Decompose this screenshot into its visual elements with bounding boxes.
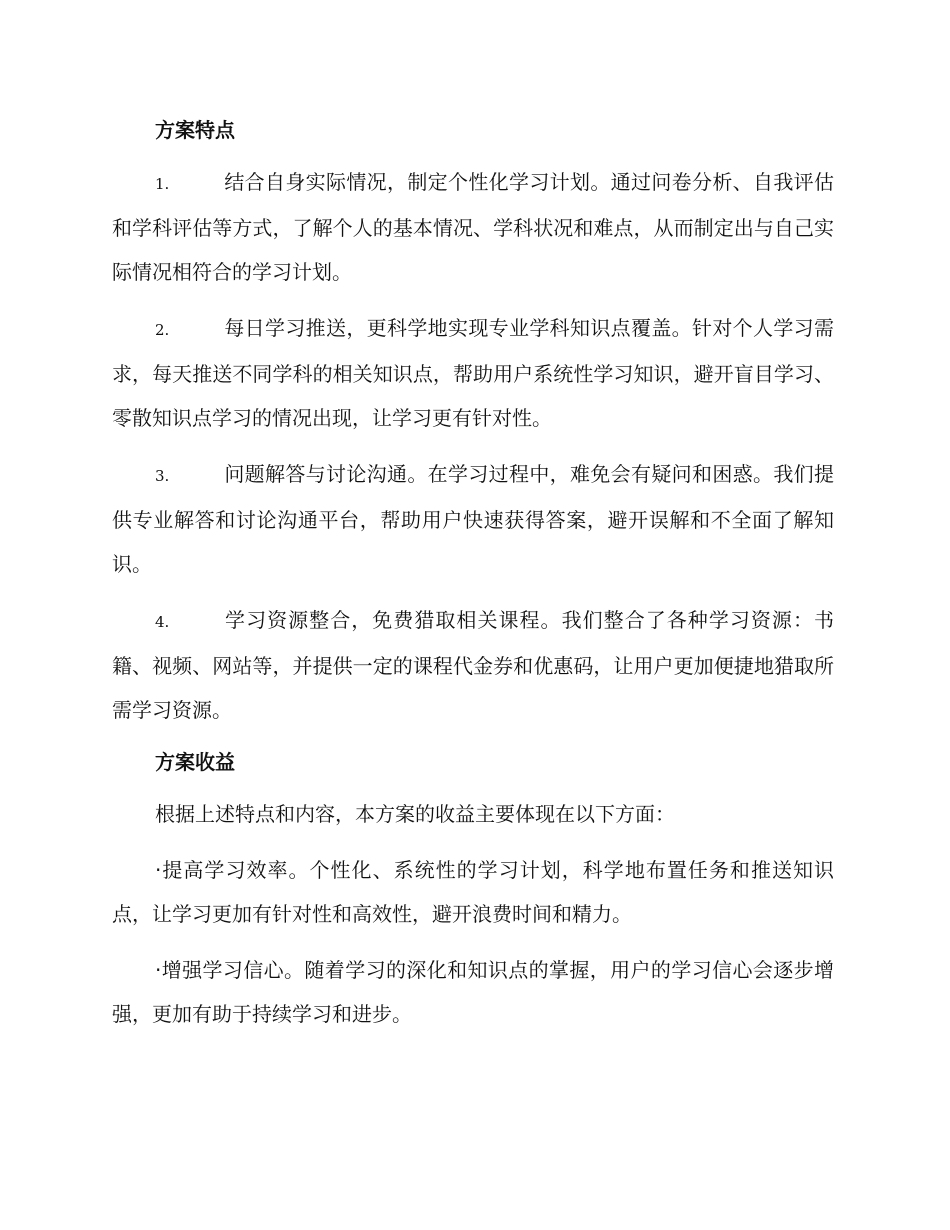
feature-item-1 [112,160,834,294]
benefit-text: 增强学习信心。随着学习的深化和知识点的掌握，用户的学习信心会逐步增强，更加有助于持续学习和进步。 [112,958,834,1026]
benefits-heading: 方案收益 [155,750,235,774]
feature-text: 问题解答与讨论沟通。在学习过程中，难免会有疑问和困惑。我们提供专业解答和讨论沟通平台，帮助用户快速获得答案，避开误解和不全面了解知识。 [112,462,834,576]
features-heading: 方案特点 [155,118,235,142]
benefit-text: 提高学习效率。个性化、系统性的学习计划，科学地布置任务和推送知识点，让学习更加有针对性和高效性，避开浪费时间和精力。 [112,858,834,926]
feature-text: 结合自身实际情况，制定个性化学习计划。通过问卷分析、自我评估和学科评估等方式，了解个人的基本情况、学科状况和难点，从而制定出与自己实际情况相符合的学习计划。 [112,170,834,284]
feature-number: 3. [155,467,170,485]
feature-number: 4. [155,613,170,631]
bullet-dot: · [155,958,162,982]
feature-item-2 [112,306,834,440]
feature-number: 1. [155,175,170,193]
benefits-intro: 根据上述特点和内容，本方案的收益主要体现在以下方面： [155,802,675,826]
benefit-item-1 [112,848,834,936]
feature-number: 2. [155,321,170,339]
document-body [112,112,834,1048]
feature-text: 每日学习推送，更科学地实现专业学科知识点覆盖。针对个人学习需求，每天推送不同学科的相关知识点，帮助用户系统性学习知识，避开盲目学习、零散知识点学习的情况出现，让学习更有针对性。 [112,316,834,430]
feature-text: 学习资源整合，免费猎取相关课程。我们整合了各种学习资源：书籍、视频、网站等，并提供一定的课程代金券和优惠码，让用户更加便捷地猎取所需学习资源。 [112,608,834,722]
feature-item-3 [112,452,834,586]
benefit-item-2 [112,948,834,1036]
bullet-dot: · [155,858,162,882]
feature-item-4 [112,598,834,732]
